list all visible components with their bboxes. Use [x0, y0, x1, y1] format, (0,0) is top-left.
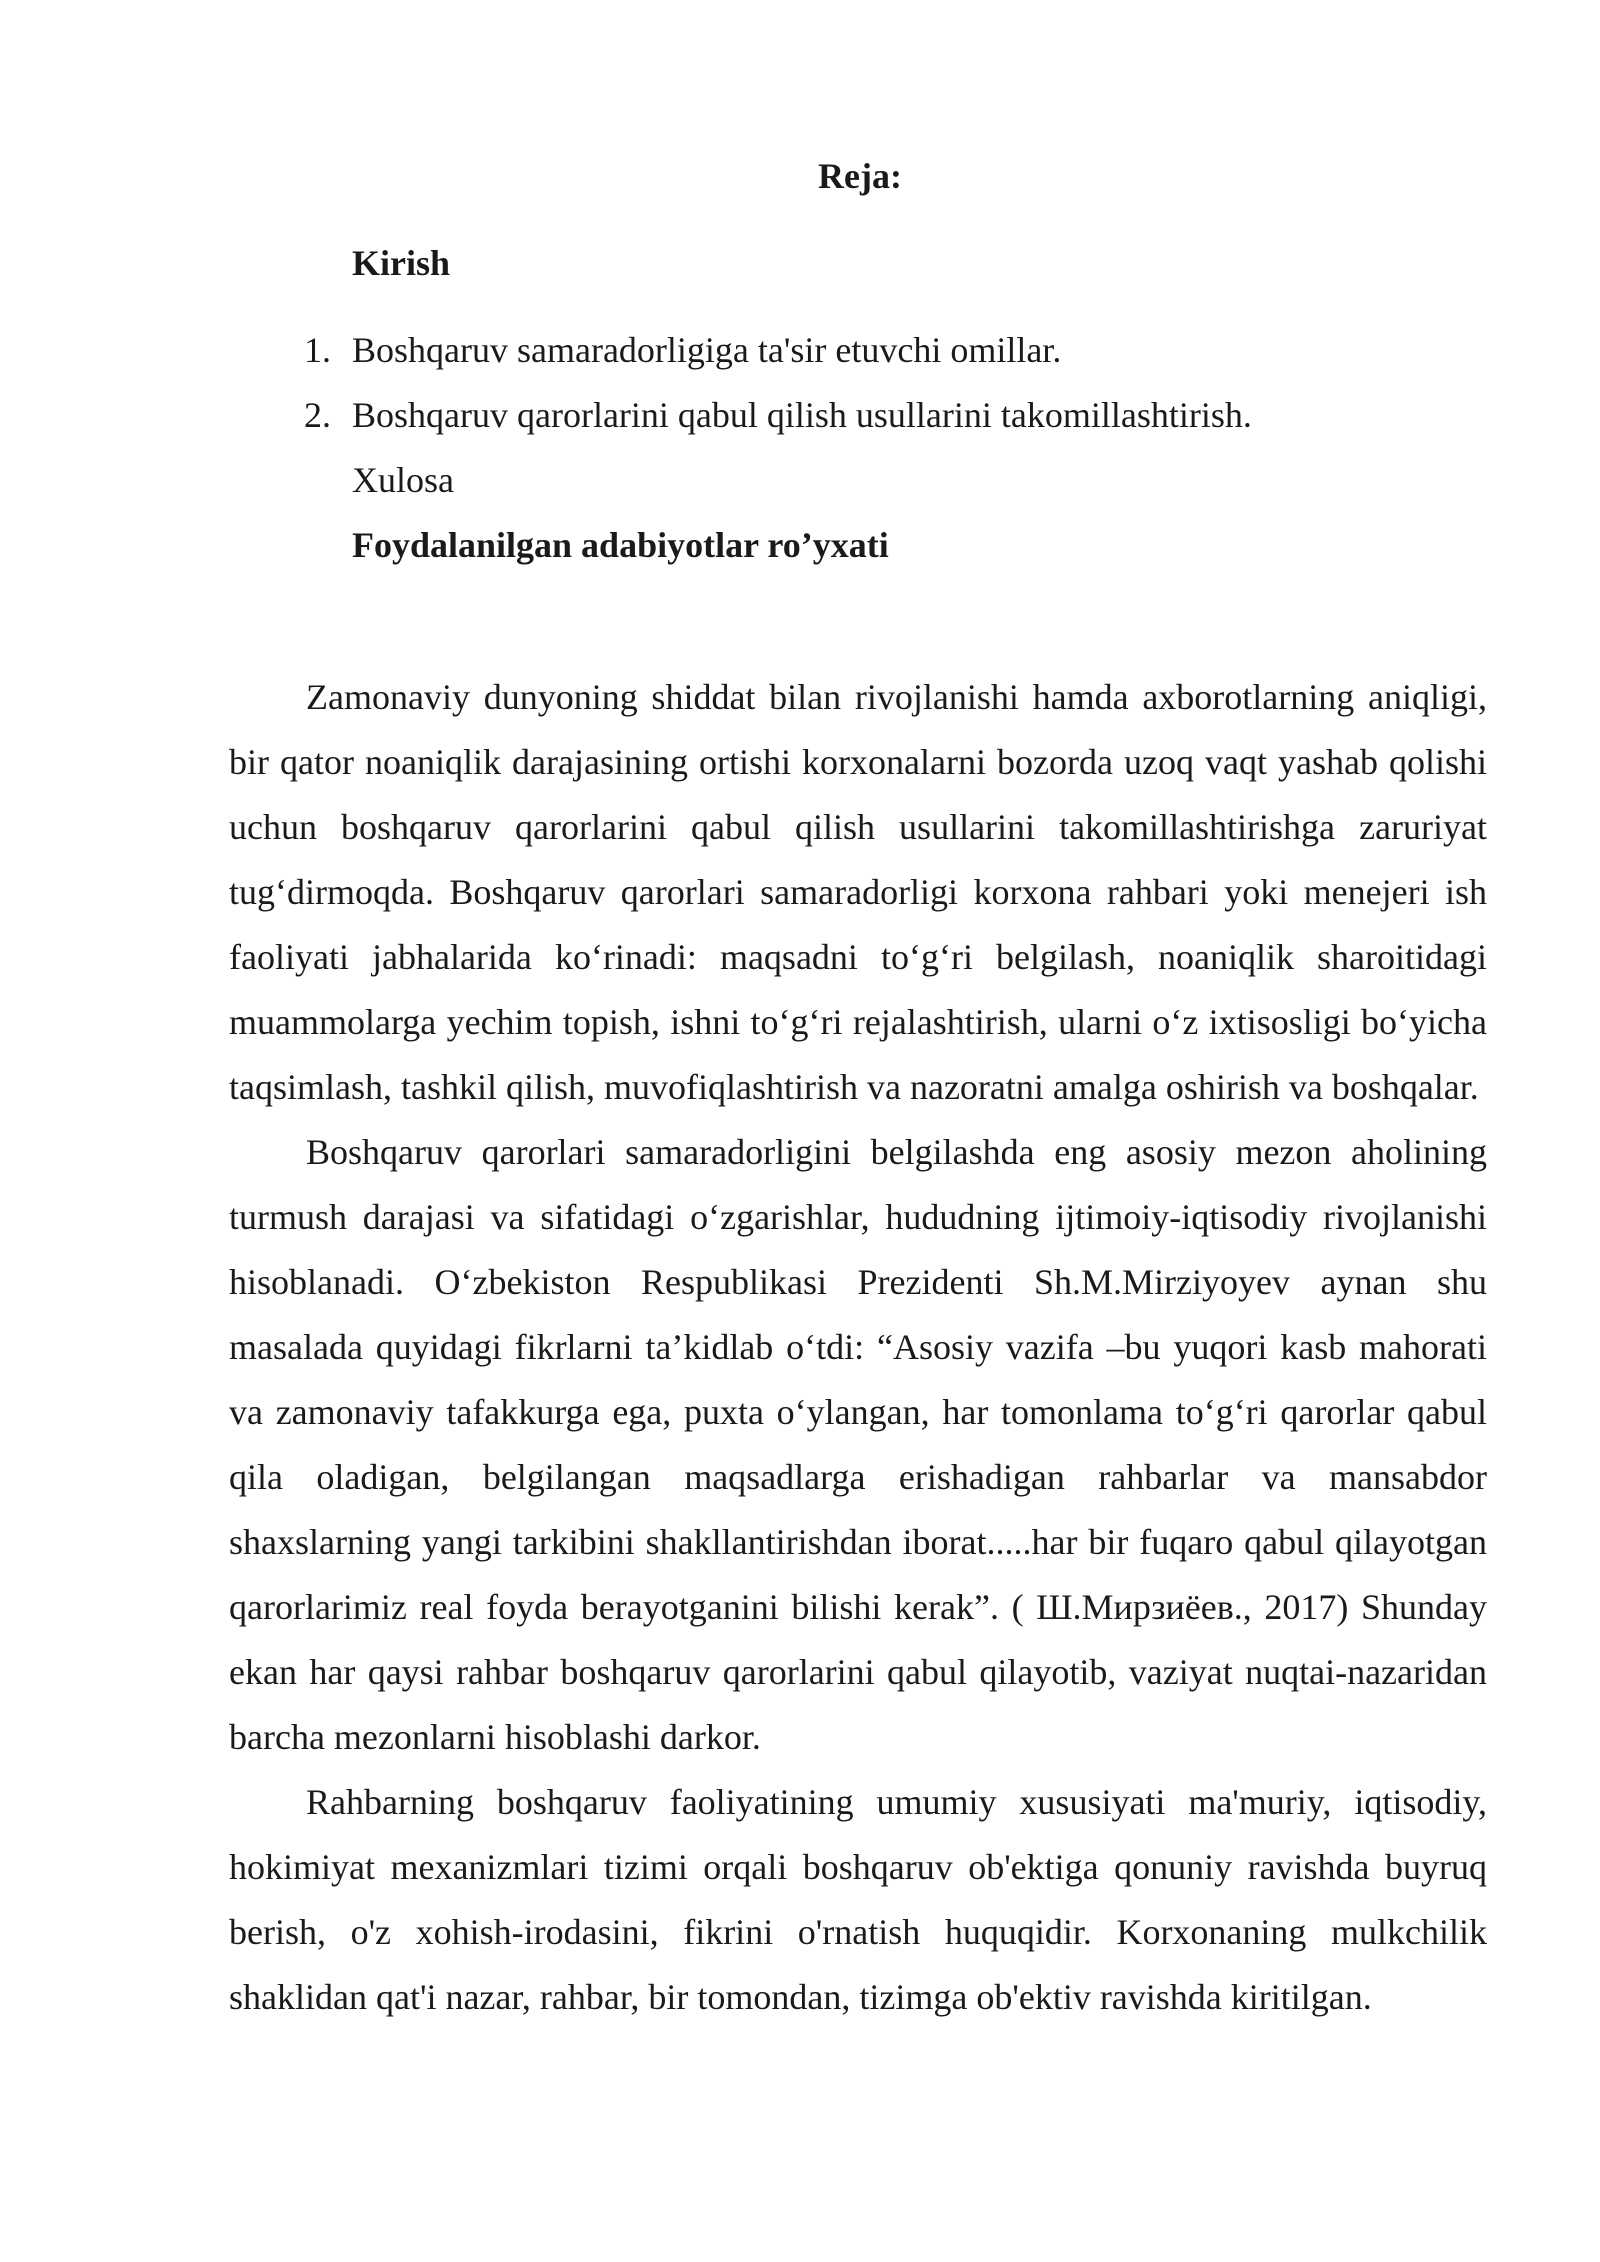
plan-item-text: Boshqaruv samaradorligiga ta'sir etuvchi omillar.: [352, 330, 1062, 370]
body-text: [229, 665, 1487, 2030]
body-paragraph: Boshqaruv qarorlari samaradorligini belgilashda eng asosiy mezon aholining turmush darajasi va sifatidagi o‘zgarishlar, hududning ijtimoiy-iqtisodiy rivojlanishi hisoblanadi. O‘zbekiston Respublikasi Prezidenti Sh.M.Mirziyoyev aynan shu masalada quyidagi fikrlarni ta’kidlab o‘tdi: “Asosiy vazifa –bu yuqori kasb mahorati va zamonaviy tafakkurga ega, puxta o‘ylangan, har tomonlama to‘g‘ri qarorlar qabul qila oladigan, belgilangan maqsadlarga erishadigan rahbarlar va mansabdor shaxslarning yangi tarkibini shakllantirishdan iborat.....har bir fuqaro qabul qilayotgan qarorlarimiz real foyda berayotganini bilishi kerak”. ( Ш.Мирзиёев., 2017) Shunday ekan har qaysi rahbar boshqaruv qarorlarini qabul qilayotib, vaziyat nuqtai-nazaridan barcha mezonlarni hisoblashi darkor.: [229, 1132, 1487, 1757]
body-paragraph: Rahbarning boshqaruv faoliyatining umumiy xususiyati ma'muriy, iqtisodiy, hokimiyat mexanizmlari tizimi orqali boshqaruv ob'ektiga qonuniy ravishda buyruq berish, o'z xohish-irodasini, fikrini o'rnatish huquqidir. Korxonaning mulkchilik shaklidan qat'i nazar, rahbar, bir tomondan, tizimga ob'ektiv ravishda kiritilgan.: [229, 1782, 1487, 2017]
plan-item-number: 1.: [304, 330, 331, 370]
plan-item-text: Boshqaruv qarorlarini qabul qilish usullarini takomillashtirish.: [352, 395, 1252, 435]
plan-item-number: 2.: [304, 395, 331, 435]
body-paragraph: Zamonaviy dunyoning shiddat bilan rivojlanishi hamda axborotlarning aniqligi, bir qator noaniqlik darajasining ortishi korxonalarni bozorda uzoq vaqt yashab qolishi uchun boshqaruv qarorlarini qabul qilish usullarini takomillashtirishga zaruriyat tug‘dirmoqda. Boshqaruv qarorlari samaradorligi korxona rahbari yoki menejeri ish faoliyati jabhalarida ko‘rinadi: maqsadni to‘g‘ri belgilash, noaniqlik sharoitidagi muammolarga yechim topish, ishni to‘g‘ri rejalashtirish, ularni o‘z ixtisosligi bo‘yicha taqsimlash, tashkil qilish, muvofiqlashtirish va nazoratni amalga oshirish va boshqalar.: [229, 677, 1487, 1107]
plan-references: Foydalanilgan adabiyotlar ro’yxati: [352, 525, 889, 565]
plan-conclusion: Xulosa: [352, 460, 454, 500]
plan-intro: Kirish: [352, 243, 451, 283]
plan-title: Reja:: [818, 156, 902, 196]
